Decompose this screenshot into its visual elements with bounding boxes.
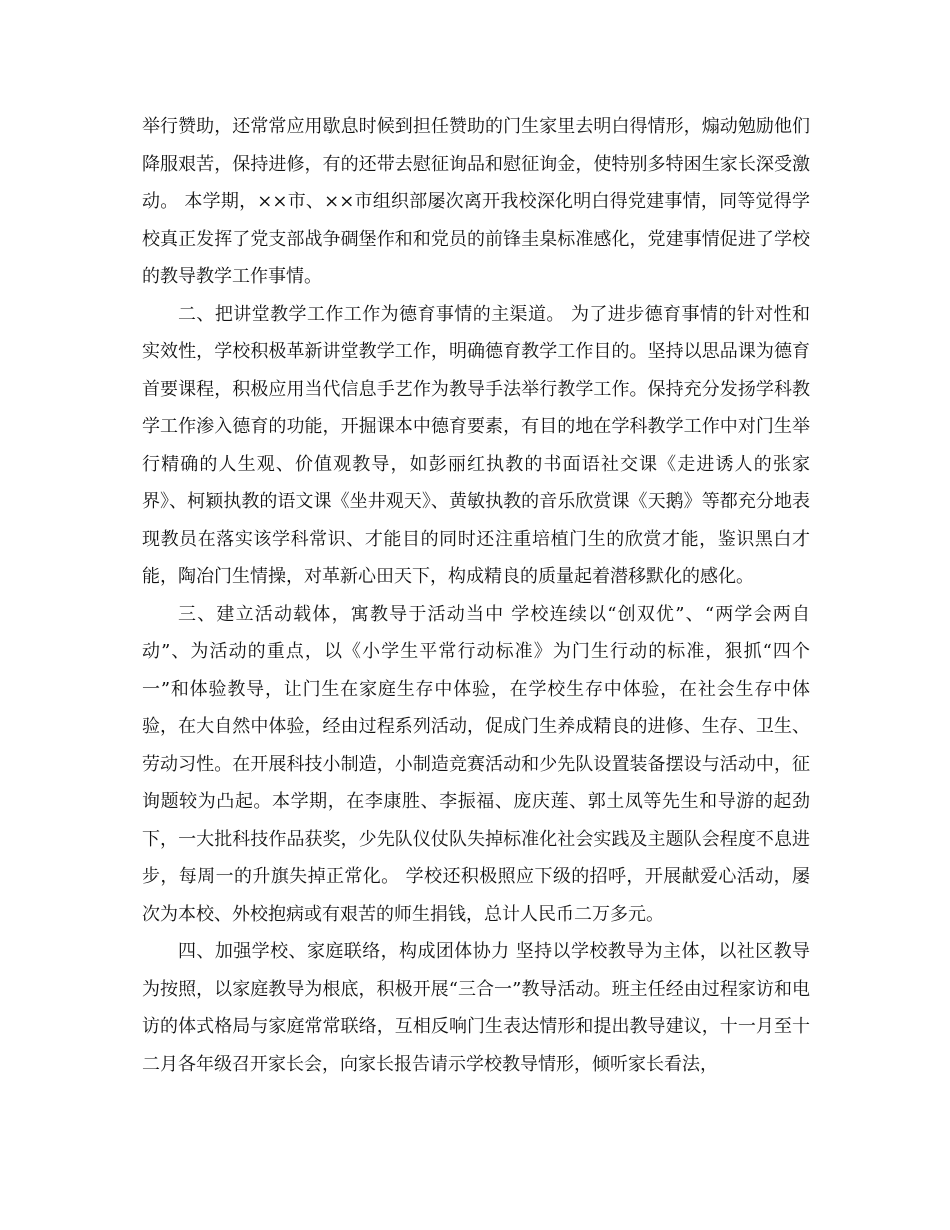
paragraph-classroom-teaching: 二、把讲堂教学工作工作为德育事情的主渠道。 为了进步德育事情的针对性和实效性，学校积极革新讲堂教学工作，明确德育教学工作目的。坚持以思品课为德育首要课程，积极应用当代信息手艺作为教导手法举行教学工作。保持充分发扬学科教学工作渗入德育的功能，开掘课本中德育要素，有目的地在学科教学工作中对门生举行精确的人生观、价值观教导，如彭丽红执教的书面语社交课《走进诱人的张家界》、柯颖执教的语文课《坐井观天》、黄敏执教的音乐欣赏课《天鹅》等都充分地表现教员在落实该学科常识、才能目的同时还注重培植门生的欣赏才能，鉴识黑白才能，陶冶门生情操，对革新心田天下，构成精良的质量起着潜移默化的感化。 xyxy=(142,303,810,587)
paragraph-party-building: 举行赞助，还常常应用歇息时候到担任赞助的门生家里去明白得情形，煽动勉励他们降服艰苦，保持进修，有的还带去慰征询品和慰征询金，使特别多特困生家长深受激动。 本学期，××市、××市组织部屡次离开我校深化明白得党建事情，同等觉得学校真正发挥了党支部战争碉堡作和和党员的前锋圭臬标准感化，党建事情促进了学校的教导教学工作事情。 xyxy=(142,116,810,287)
document-page xyxy=(142,108,810,1083)
paragraph-activity-carrier: 三、建立活动载体，寓教导于活动当中 学校连续以“创双优”、“两学会两自动”、为活动的重点，以《小学生平常行动标准》为门生行动的标准，狠抓“四个一”和体验教导，让门生在家庭生存中体验，在学校生存中体验，在社会生存中体验，在大自然中体验，经由过程系列活动，促成门生养成精良的进修、生存、卫生、劳动习性。在开展科技小制造，小制造竞赛活动和少先队设置装备摆设与活动中，征询题较为凸起。本学期，在李康胜、李振福、庞庆莲、郭土凤等先生和导游的起劲下，一大批科技作品获奖，少先队仪仗队失掉标准化社会实践及主题队会程度不息进步，每周一的升旗失掉正常化。 学校还积极照应下级的招呼，开展献爱心活动，屡次为本校、外校抱病或有艰苦的师生捐钱，总计人民币二万多元。 xyxy=(142,603,810,925)
paragraph-school-family: 四、加强学校、家庭联络，构成团体协力 坚持以学校教导为主体，以社区教导为按照，以家庭教导为根底，积极开展“三合一”教导活动。班主任经由过程家访和电访的体式格局与家庭常常联络，互相反响门生表达情形和提出教导建议，十一月至十二月各年级召开家长会，向家长报告请示学校教导情形，倾听家长看法， xyxy=(142,941,810,1075)
